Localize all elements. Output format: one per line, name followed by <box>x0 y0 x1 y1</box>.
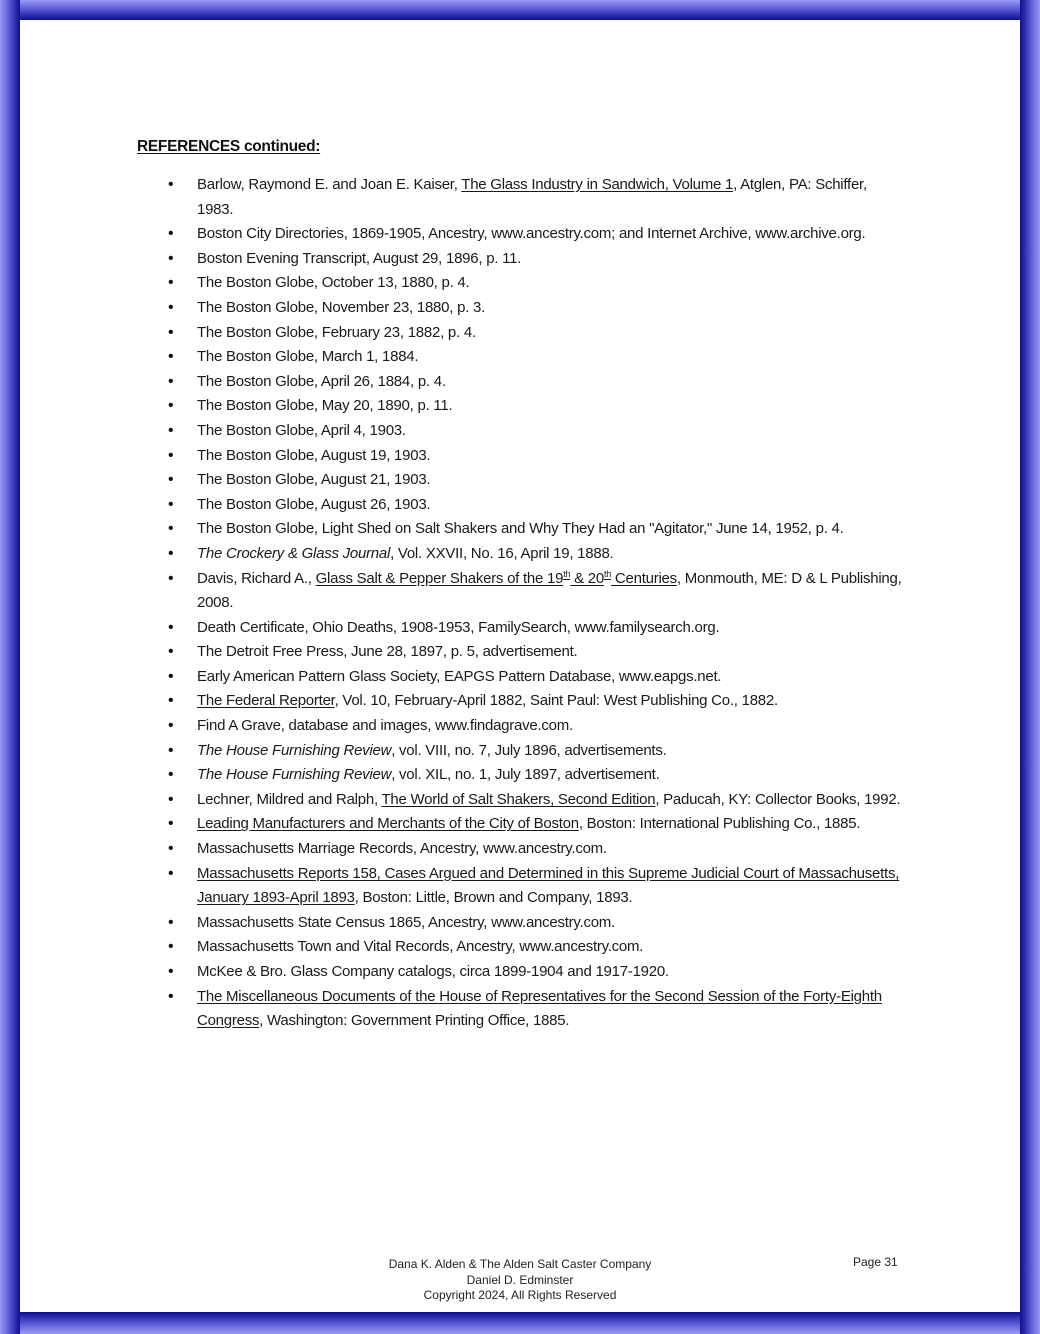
reference-item <box>20 517 907 542</box>
bullet-icon: • <box>168 446 174 464</box>
reference-item <box>20 345 907 370</box>
reference-item <box>20 788 907 813</box>
reference-text: Early American Pattern Glass Society, EAPGS Pattern Database, www.eapgs.net. <box>197 667 722 685</box>
footer-center <box>300 1257 740 1304</box>
page-number: Page 31 <box>853 1255 898 1269</box>
reference-item <box>20 714 907 739</box>
reference-item <box>20 493 907 518</box>
reference-text: The Boston Globe, April 26, 1884, p. 4. <box>197 372 446 390</box>
italic-title: The House Furnishing Review <box>197 766 392 784</box>
bullet-icon: • <box>168 987 174 1005</box>
reference-item <box>20 370 907 395</box>
footer-author: Daniel D. Edminster <box>466 1272 574 1287</box>
reference-text: The Boston Globe, August 26, 1903. <box>197 495 431 513</box>
reference-text: The Boston Globe, November 23, 1880, p. 3. <box>197 298 486 316</box>
reference-item <box>20 394 907 419</box>
reference-text: The Boston Globe, Light Shed on Salt Shakers and Why They Had an "Agitator," June 14, 1952, p. 4. <box>197 520 844 538</box>
bullet-icon: • <box>168 569 174 587</box>
bullet-icon: • <box>168 766 174 784</box>
reference-text: , Boston: International Publishing Co., 1885. <box>578 815 861 833</box>
reference-text: , vol. XIL, no. 1, July 1897, advertisement. <box>391 766 660 784</box>
bullet-icon: • <box>168 225 174 243</box>
underlined-title: Leading Manufacturers and Merchants of the City of Boston <box>197 815 579 833</box>
underlined-title: Glass Salt & Pepper Shakers of the 19 <box>315 569 564 587</box>
reference-text: Find A Grave, database and images, www.findagrave.com. <box>197 717 573 735</box>
reference-item <box>20 419 907 444</box>
underlined-title: The World of Salt Shakers, Second Edition <box>381 790 656 808</box>
bullet-icon: • <box>168 717 174 735</box>
underlined-title: The Glass Industry in Sandwich, Volume 1 <box>461 176 734 193</box>
underlined-title: Massachusetts Reports 158, Cases Argued and Determined in this Supreme Judicial Court of Massachusetts, January 1893-April 1893 <box>197 864 900 907</box>
reference-text: Massachusetts Town and Vital Records, Ancestry, www.ancestry.com. <box>197 938 644 956</box>
reference-item <box>20 985 907 1034</box>
reference-item <box>20 837 907 862</box>
bullet-icon: • <box>168 397 174 415</box>
underlined-title: The Federal Reporter <box>197 692 335 710</box>
bullet-icon: • <box>168 790 174 808</box>
reference-text: Davis, Richard A., <box>197 569 316 587</box>
reference-item <box>20 665 907 690</box>
reference-item <box>20 271 907 296</box>
bullet-icon: • <box>168 544 174 562</box>
underlined-title: & 20 <box>570 569 604 587</box>
reference-text: , Vol. 10, February-April 1882, Saint Paul: West Publishing Co., 1882. <box>334 692 778 710</box>
reference-text: Death Certificate, Ohio Deaths, 1908-1953, FamilySearch, www.familysearch.org. <box>197 618 720 636</box>
superscript-text: th <box>563 568 571 579</box>
frame-right-border <box>1020 0 1040 1334</box>
bullet-icon: • <box>168 298 174 316</box>
bullet-icon: • <box>168 618 174 636</box>
bullet-icon: • <box>168 249 174 267</box>
reference-item <box>20 911 907 936</box>
reference-item <box>20 567 907 616</box>
bullet-icon: • <box>168 372 174 390</box>
reference-text: Lechner, Mildred and Ralph, <box>197 790 382 808</box>
reference-text: Barlow, Raymond E. and Joan E. Kaiser, <box>197 176 462 193</box>
reference-item <box>20 468 907 493</box>
bullet-icon: • <box>168 913 174 931</box>
reference-item <box>20 812 907 837</box>
reference-item <box>20 935 907 960</box>
frame-bottom-border <box>0 1312 1040 1334</box>
reference-text: , Atglen, PA: Schiffer, 1983. <box>197 176 867 218</box>
reference-item <box>20 689 907 714</box>
bullet-icon: • <box>168 471 174 489</box>
superscript-text: th <box>604 568 612 579</box>
footer-copyright: Copyright 2024, All Rights Reserved <box>423 1288 617 1302</box>
bullet-icon: • <box>168 667 174 685</box>
bullet-icon: • <box>168 643 174 661</box>
reference-text: Massachusetts Marriage Records, Ancestry, www.ancestry.com. <box>197 840 607 858</box>
bullet-icon: • <box>168 348 174 366</box>
reference-item <box>20 616 907 641</box>
reference-item <box>20 444 907 469</box>
reference-text: The Boston Globe, October 13, 1880, p. 4. <box>197 274 470 292</box>
reference-item <box>20 640 907 665</box>
bullet-icon: • <box>168 815 174 833</box>
reference-item <box>20 222 907 247</box>
reference-text: The Boston Globe, May 20, 1890, p. 11. <box>197 397 453 415</box>
bullet-icon: • <box>168 323 174 341</box>
reference-item <box>20 173 907 222</box>
reference-item <box>20 763 907 788</box>
reference-item <box>20 542 907 567</box>
reference-item <box>20 739 907 764</box>
reference-item <box>20 296 907 321</box>
bullet-icon: • <box>168 176 174 193</box>
bullet-icon: • <box>168 274 174 292</box>
reference-text: Boston City Directories, 1869-1905, Ancestry, www.ancestry.com; and Internet Archive, www.archive.org. <box>197 225 866 243</box>
reference-item <box>20 321 907 346</box>
reference-text: Boston Evening Transcript, August 29, 1896, p. 11. <box>197 249 522 267</box>
underlined-title: Centuries <box>611 569 677 587</box>
reference-text: , Vol. XXVII, No. 16, April 19, 1888. <box>390 544 614 562</box>
reference-text: , vol. VIII, no. 7, July 1896, advertisements. <box>391 741 667 759</box>
section-heading: REFERENCES continued: <box>137 138 321 155</box>
document-page <box>20 20 1020 1312</box>
reference-text: The Boston Globe, April 4, 1903. <box>197 421 406 439</box>
reference-item <box>20 862 907 911</box>
reference-text: , Paducah, KY: Collector Books, 1992. <box>655 790 901 808</box>
bullet-icon: • <box>168 840 174 858</box>
reference-text: McKee & Bro. Glass Company catalogs, circa 1899-1904 and 1917-1920. <box>197 963 669 980</box>
italic-title: The Crockery & Glass Journal <box>197 544 391 562</box>
frame-left-border <box>0 0 20 1334</box>
bullet-icon: • <box>168 741 174 759</box>
reference-text: Massachusetts State Census 1865, Ancestry, www.ancestry.com. <box>197 913 615 931</box>
reference-text: The Boston Globe, August 21, 1903. <box>197 471 431 489</box>
bullet-icon: • <box>168 692 174 710</box>
bullet-icon: • <box>168 495 174 513</box>
reference-text: The Boston Globe, March 1, 1884. <box>197 348 419 366</box>
footer-title: Dana K. Alden & The Alden Salt Caster Company <box>388 1257 652 1271</box>
bullet-icon: • <box>168 864 174 882</box>
bullet-icon: • <box>168 520 174 538</box>
reference-text: , Washington: Government Printing Office, 1885. <box>259 1012 570 1030</box>
reference-item <box>20 247 907 272</box>
reference-text: , Monmouth, ME: D & L Publishing, 2008. <box>197 569 902 612</box>
underlined-title: The Miscellaneous Documents of the House of Representatives for the Second Session of the Forty-Eighth Congress <box>197 987 882 1030</box>
reference-text: , Boston: Little, Brown and Company, 1893. <box>354 889 633 907</box>
bullet-icon: • <box>168 938 174 956</box>
italic-title: The House Furnishing Review <box>197 741 392 759</box>
reference-item <box>20 960 907 985</box>
reference-text: The Detroit Free Press, June 28, 1897, p. 5, advertisement. <box>197 643 578 661</box>
reference-text: The Boston Globe, August 19, 1903. <box>197 446 431 464</box>
references-list <box>20 173 1020 1034</box>
reference-text: The Boston Globe, February 23, 1882, p. 4. <box>197 323 476 341</box>
frame-top-border <box>0 0 1040 20</box>
bullet-icon: • <box>168 421 174 439</box>
bullet-icon: • <box>168 963 174 980</box>
